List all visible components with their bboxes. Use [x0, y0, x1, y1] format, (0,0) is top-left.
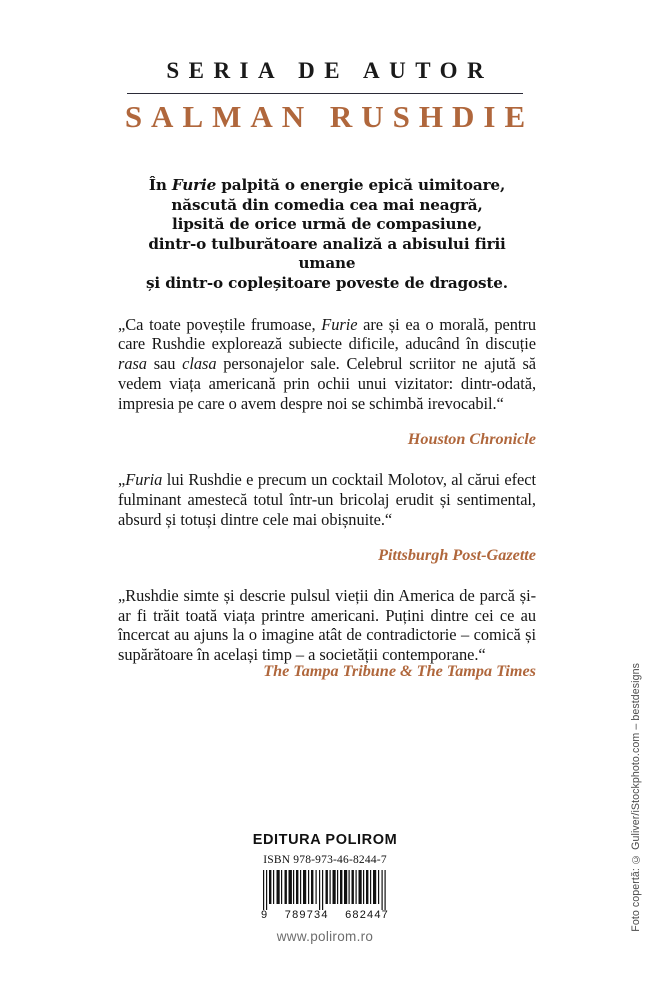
review-source: Houston Chronicle: [407, 429, 536, 448]
quote-seg: „Rushdie simte și descrie pulsul vieții din America de parcă și-ar fi trăit toată viața printre americani. Puțini dintre cei ce au încercat au ajuns la o imagine atât de contradictorie – comică și supărătoare în același timp – a societății contemporane.“: [118, 585, 536, 665]
quote-seg: „: [118, 469, 126, 489]
intro-line-1-part-a: În: [148, 176, 172, 194]
review-quote-text: [118, 315, 536, 414]
cover-header: [0, 58, 650, 134]
review-quote: [118, 586, 536, 682]
intro-line: dintr-o tulburătoare analiză a abisului firii umane: [148, 234, 506, 273]
isbn-text: ISBN 978-973-46-8244-7: [263, 854, 387, 866]
intro-line: născută din comedia cea mai neagră,: [171, 195, 483, 214]
review-source: The Tampa Tribune & The Tampa Times: [263, 662, 536, 681]
barcode-right-group: 682447: [345, 909, 389, 921]
quote-seg: are și ea o morală, pentru care Rushdie explorează subiecte dificile, aducând în discuție: [118, 314, 536, 354]
publisher-name: EDITURA POLIROM: [252, 832, 398, 848]
review-quote-text: [118, 586, 536, 665]
quote-seg: lui Rushdie e precum un cocktail Molotov, al cărui efect fulminant amestecă totul într-un bricolaj erudit și sentimental, absurd și totuși dintre cele mai obișnuite.“: [118, 469, 536, 529]
barcode-image: [261, 870, 389, 910]
barcode: [261, 870, 389, 921]
photo-credit: Foto copertă: © Guliver/iStockphoto.com – bestdesigns: [630, 663, 642, 932]
quote-seg: sau: [146, 354, 183, 374]
quote-seg: „Ca toate poveștile frumoase,: [118, 314, 322, 334]
intro-line: și dintr-o copleșitoare poveste de dragoste.: [146, 273, 508, 292]
quote-seg: personajelor sale. Celebrul scriitor ne ajută să vedem viața americană prin ochii unui vizitator: dintr-odată, impresia pe care o avem despre noi se schimbă irevocabil.“: [118, 354, 537, 413]
cover-content: [118, 176, 536, 681]
barcode-digits: [261, 909, 389, 921]
author-name: SALMAN RUSHDIE: [124, 99, 535, 135]
quote-italic: clasa: [182, 354, 217, 374]
quote-italic: Furie: [321, 314, 358, 334]
barcode-left-group: 789734: [284, 909, 329, 921]
review-quote: [118, 470, 536, 565]
series-label: SERIA DE AUTOR: [166, 58, 494, 83]
intro-line: lipsită de orice urmă de compasiune,: [172, 215, 482, 234]
quote-italic: Furia: [125, 469, 163, 489]
intro-italic-title: Furie: [171, 176, 217, 194]
intro-blurb: [118, 176, 536, 294]
header-divider: [127, 93, 523, 94]
review-quote-text: [118, 470, 536, 529]
review-quote: [118, 315, 536, 449]
review-source: Pittsburgh Post-Gazette: [378, 545, 536, 564]
intro-line-1-part-b: palpită o energie epică uimitoare,: [216, 176, 506, 194]
quote-italic: rasa: [118, 354, 147, 374]
intro-line: [118, 176, 536, 196]
website-url: www.polirom.ro: [276, 929, 374, 944]
cover-footer: [0, 832, 650, 944]
barcode-lead-digit: 9: [261, 909, 269, 921]
